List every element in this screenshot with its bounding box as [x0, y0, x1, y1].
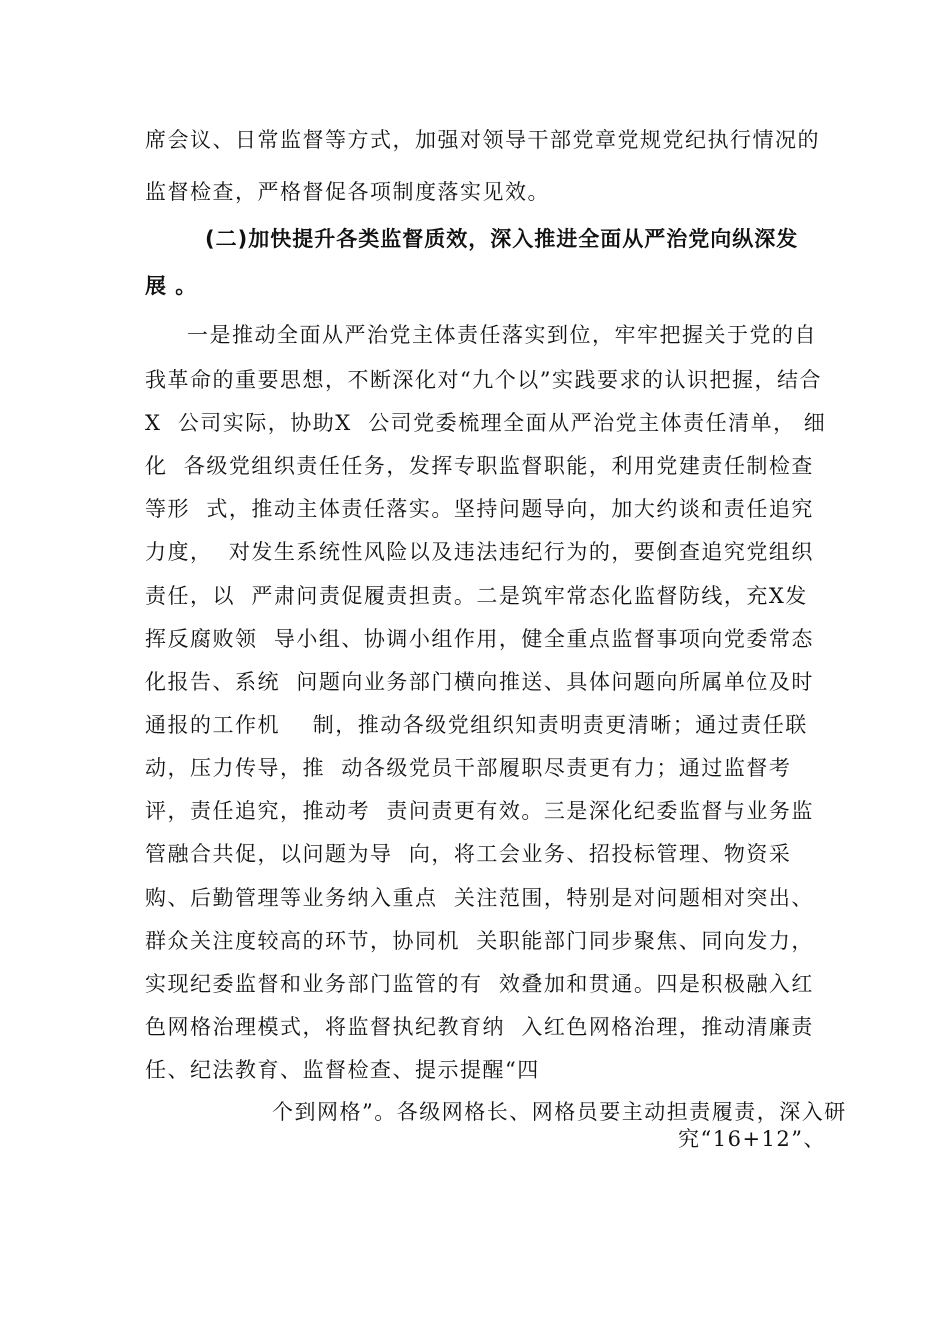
text-line: 席会议、日常监督等方式，加强对领导干部党章党规党纪执行情况的 — [145, 128, 820, 152]
text-line: 动，压力传导，推 动各级党员干部履职尽责更有力；通过监督考 — [145, 756, 792, 780]
text-line: 色网格治理模式，将监督执纪教育纳 入红色网格治理，推动清廉责 — [145, 1015, 814, 1039]
text-line: 挥反腐败领 导小组、协调小组作用，健全重点监督事项向党委常态 — [145, 627, 814, 651]
text-line: X 公司实际，协助X 公司党委梳理全面从严治党主体责任清单， 细 — [145, 411, 827, 435]
section-heading-continuation: 展 。 — [145, 274, 198, 298]
text-line: 责任，以 严肃问责促履责担责。二是筑牢常态化监督防线，充X发 — [145, 584, 808, 608]
text-line: 实现纪委监督和业务部门监管的有 效叠加和贯通。四是积极融入红 — [145, 972, 814, 996]
text-line: 通报的工作机 制，推动各级党组织知责明责更清晰；通过责任联 — [145, 713, 808, 737]
text-line: 个到网格”。各级网格长、网格员要主动担责履责，深入研 — [272, 1100, 847, 1124]
text-line: 化 各级党组织责任任务，发挥专职监督职能，利用党建责任制检查 — [145, 454, 814, 478]
text-line: 究“16+12”、 — [678, 1127, 827, 1151]
text-line: 评，责任追究，推动考 责问责更有效。三是深化纪委监督与业务监 — [145, 799, 814, 823]
text-line: 任、纪法教育、监督检查、提示提醒“四 — [145, 1058, 540, 1082]
text-line: 监督检查，严格督促各项制度落实见效。 — [145, 180, 550, 204]
text-line: 一是推动全面从严治党主体责任落实到位，牢牢把握关于党的自 — [187, 323, 817, 347]
text-line: 管融合共促，以问题为导 向，将工会业务、招投标管理、物资采 — [145, 842, 792, 866]
text-line: 购、后勤管理等业务纳入重点 关注范围，特别是对问题相对突出、 — [145, 886, 814, 910]
text-line: 群众关注度较高的环节，协同机 关职能部门同步聚焦、同向发力， — [145, 929, 814, 953]
text-line: 力度， 对发生系统性风险以及违法违纪行为的，要倒查追究党组织 — [145, 540, 814, 564]
section-heading: (二)加快提升各类监督质效，深入推进全面从严治党向纵深发 — [205, 227, 799, 251]
text-line: 我革命的重要思想，不断深化对“九个以”实践要求的认识把握，结合 — [145, 368, 822, 392]
text-line: 等形 式，推动主体责任落实。坚持问题导向，加大约谈和责任追究 — [145, 497, 814, 521]
text-line: 化报告、系统 问题向业务部门横向推送、具体问题向所属单位及时 — [145, 670, 814, 694]
